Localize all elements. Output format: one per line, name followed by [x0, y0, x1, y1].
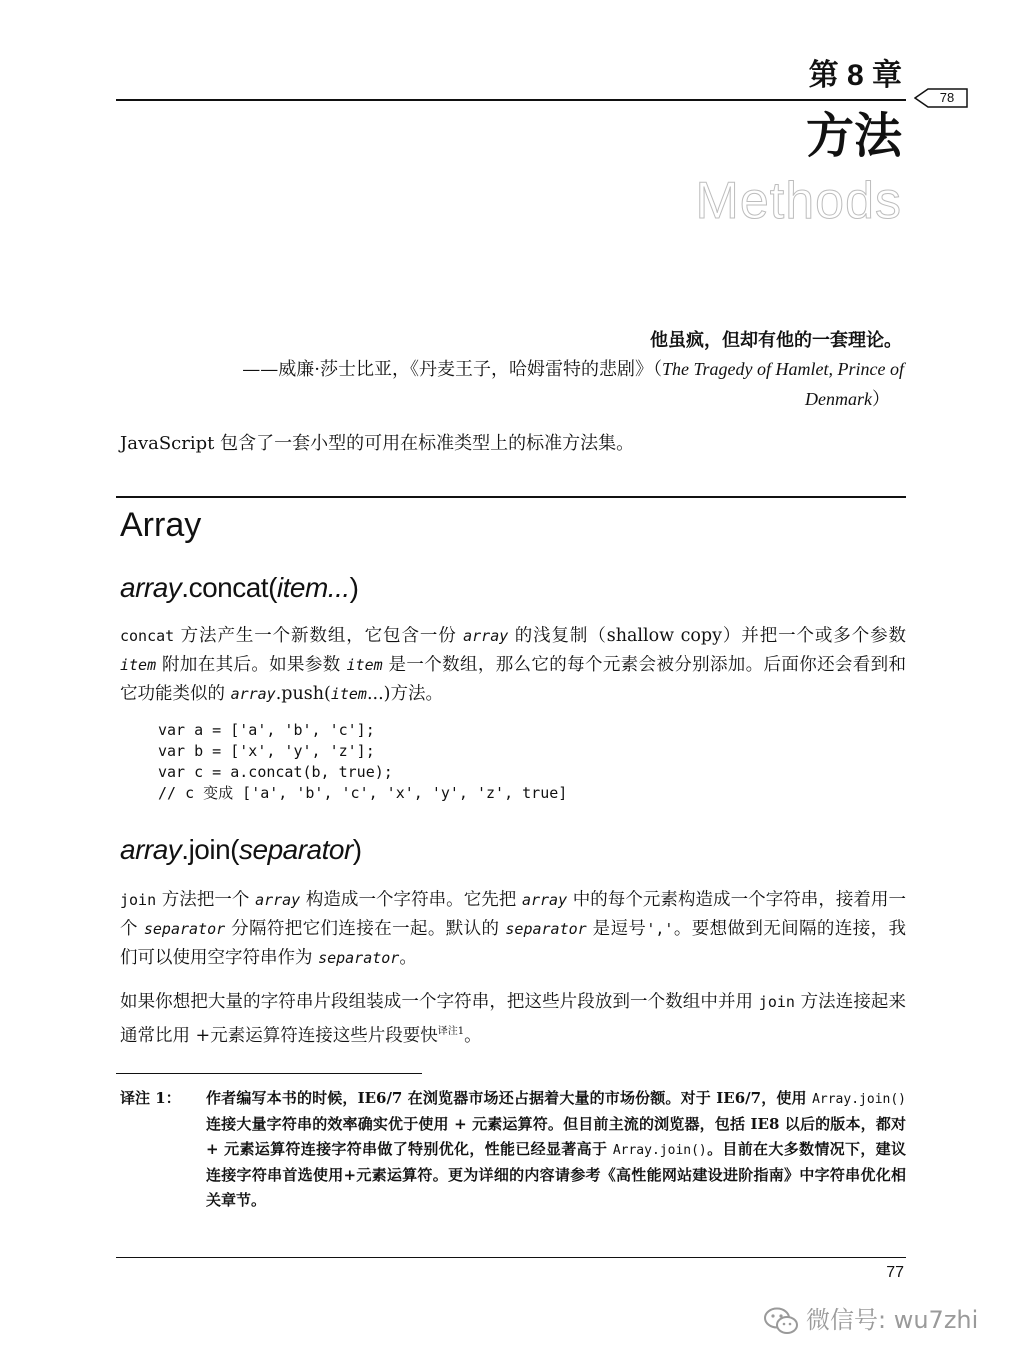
inline-code: separator — [505, 920, 587, 938]
inline-code: join — [120, 891, 157, 909]
intro-paragraph: JavaScript 包含了一套小型的可用在标准类型上的标准方法集。 — [120, 433, 635, 454]
inline-code: item — [330, 685, 367, 703]
heading-arg: item... — [276, 572, 350, 603]
code-line: var b = ['x', 'y', 'z']; — [158, 742, 375, 760]
text: ...)方法。 — [366, 684, 443, 704]
inline-code: item — [346, 656, 383, 674]
code-line: var a = ['a', 'b', 'c']; — [158, 721, 375, 739]
page-number: 77 — [886, 1264, 904, 1281]
chapter-title-en: Methods — [695, 172, 902, 230]
inline-code: item — [120, 656, 157, 674]
text: 附加在其后。如果参数 — [156, 655, 347, 675]
inline-code: separator — [143, 920, 226, 938]
text: 中的每个元素构造成一个字符串，接着用一个 — [120, 890, 906, 939]
text: 方法连接起来通常比用 +元素运算符连接这些片段要快 — [120, 992, 907, 1046]
footer-rule — [116, 1257, 906, 1258]
header-rule — [116, 99, 906, 101]
epigraph-quote: 他虽疯，但却有他的一套理论。 — [650, 330, 902, 351]
text: 方法产生一个新数组，它包含一份 — [174, 626, 464, 646]
text: 的浅复制（shallow copy）并把一个或多个参数 — [508, 626, 906, 646]
text: 。 — [399, 948, 417, 968]
inline-code: array — [230, 685, 276, 703]
footnote-body — [206, 1086, 906, 1213]
watermark-text: 微信号: wu7zhi — [806, 1306, 979, 1334]
original-page-tab — [914, 88, 968, 108]
inline-code: array — [521, 891, 568, 909]
section-rule — [116, 496, 906, 498]
text: 。要想做到无间隔的连接，我们可以使用空字符串作为 — [120, 919, 906, 968]
text: 。 — [464, 1025, 482, 1046]
attribution-text: ——威廉·莎士比亚，《丹麦王子，哈姆雷特的悲剧》（ — [242, 359, 663, 380]
epigraph-attribution — [140, 356, 904, 383]
inline-code: array — [463, 627, 509, 645]
heading-method: .join( — [181, 834, 239, 865]
heading-arg: separator — [239, 834, 353, 865]
inline-code: Array.join() — [812, 1092, 906, 1107]
heading-close: ) — [352, 834, 362, 865]
code-line: var c = a.concat(b, true); — [158, 763, 393, 781]
attribution-close: ） — [872, 389, 890, 410]
attribution-title-en: The Tragedy of Hamlet, Prince of — [662, 359, 904, 379]
text: 连接大量字符串的效率确实优于使用 + 元素运算符。但目前主流的浏览器，包括 IE8 以后的版本，都对 + 元素运算符连接字符串做了特别优化，性能已经显著高于 — [206, 1115, 906, 1158]
inline-code: ',' — [646, 920, 674, 938]
attribution-title-en-cont: Denmark — [805, 389, 872, 409]
footnote-rule — [116, 1073, 422, 1074]
chapter-label: 第 8 章 — [808, 59, 902, 92]
text: 作者编写本书的时候，IE6/7 在浏览器市场还占据着大量的市场份额。对于 IE6/7，使用 — [206, 1089, 813, 1107]
inline-code: separator — [318, 949, 400, 967]
heading-close: ) — [349, 572, 359, 603]
footnote-label: 译注 1： — [120, 1089, 181, 1107]
text: 方法把一个 — [156, 890, 256, 910]
text: 是逗号 — [586, 919, 647, 939]
text: 如果你想把大量的字符串片段组装成一个字符串，把这些片段放到一个数组中并用 — [120, 992, 759, 1012]
inline-code: array — [255, 891, 301, 909]
text: .push( — [275, 684, 331, 704]
chapter-title: 方法 — [805, 108, 902, 164]
text: 。目前在大多数情况下，建议连接字符串首选使用+元素运算符。更为详细的内容请参考《高性能网站建设进阶指南》中字符串优化相关章节。 — [206, 1140, 906, 1209]
method-heading-join — [120, 832, 362, 868]
code-line: // c 变成 ['a', 'b', 'c', 'x', 'y', 'z', true] — [158, 784, 568, 802]
footnote-ref: 译注1 — [437, 1026, 465, 1037]
heading-object: array — [120, 572, 182, 603]
section-heading: Array — [120, 506, 202, 544]
wechat-icon — [762, 1306, 800, 1336]
concat-paragraph — [120, 622, 906, 709]
text: 是一个数组，那么它的每个元素会被分别添加。后面你还会看到和它功能类似的 — [120, 655, 907, 704]
code-block — [158, 720, 567, 804]
join-paragraph-2 — [120, 988, 906, 1051]
text: 构造成一个字符串。它先把 — [300, 890, 522, 910]
heading-method: .concat( — [181, 572, 277, 603]
join-paragraph-1 — [120, 886, 906, 973]
inline-code: Array.join() — [612, 1143, 707, 1158]
text: 分隔符把它们连接在一起。默认的 — [225, 919, 506, 939]
heading-object: array — [120, 834, 182, 865]
inline-code: concat — [120, 627, 175, 645]
method-heading-concat — [120, 570, 358, 606]
watermark — [762, 1300, 978, 1340]
inline-code: join — [758, 993, 795, 1011]
epigraph-attribution-cont — [540, 386, 890, 413]
original-page-number: 78 — [939, 90, 955, 105]
